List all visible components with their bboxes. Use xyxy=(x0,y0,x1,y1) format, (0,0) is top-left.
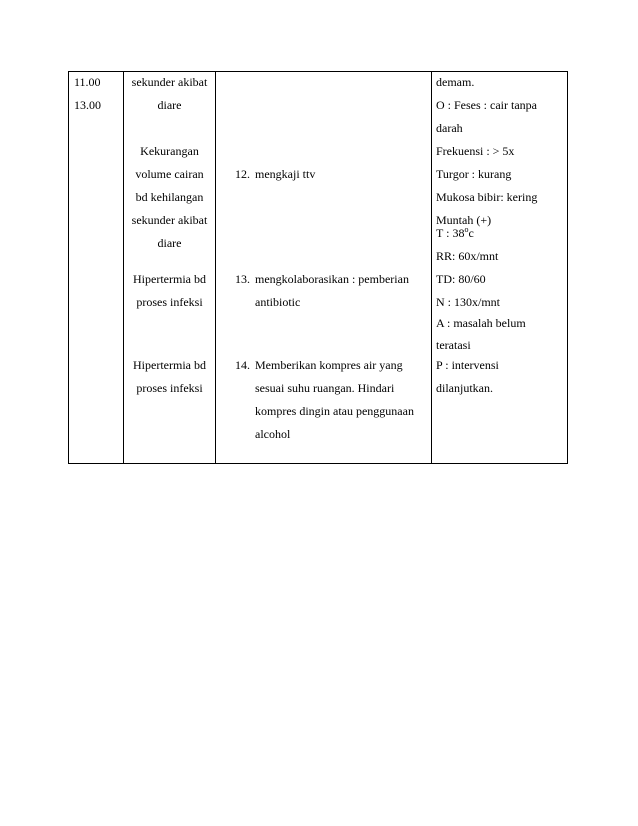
evaluation-line: P : intervensi xyxy=(436,358,499,372)
diagnosis-line: Hipertermia bd xyxy=(133,272,206,286)
time-cell: 11.00 xyxy=(74,75,101,89)
evaluation-line: darah xyxy=(436,121,463,135)
intervention-line: mengkaji ttv xyxy=(255,167,316,181)
intervention-line: sesuai suhu ruangan. Hindari xyxy=(255,381,395,395)
diagnosis-line: sekunder akibat xyxy=(131,213,208,227)
evaluation-line: N : 130x/mnt xyxy=(436,295,501,309)
intervention-line: mengkolaborasikan : pemberian xyxy=(255,272,409,286)
evaluation-line: Muntah (+) xyxy=(436,213,492,227)
diagnosis-line: volume cairan xyxy=(135,167,204,181)
intervention-line: kompres dingin atau penggunaan xyxy=(255,404,414,418)
evaluation-line: teratasi xyxy=(436,338,471,352)
intervention-number: 12. xyxy=(235,167,250,181)
intervention-line: antibiotic xyxy=(255,295,301,309)
evaluation-line: dilanjutkan. xyxy=(436,381,493,395)
column-divider-3 xyxy=(431,72,432,463)
evaluation-line: A : masalah belum xyxy=(436,316,526,330)
diagnosis-line: proses infeksi xyxy=(136,381,203,395)
evaluation-line: O : Feses : cair tanpa xyxy=(436,98,537,112)
evaluation-line: Frekuensi : > 5x xyxy=(436,144,515,158)
evaluation-line: demam. xyxy=(436,75,475,89)
intervention-number: 13. xyxy=(235,272,250,286)
evaluation-line: TD: 80/60 xyxy=(436,272,486,286)
intervention-number: 14. xyxy=(235,358,250,372)
diagnosis-line: diare xyxy=(157,98,182,112)
evaluation-line: RR: 60x/mnt xyxy=(436,249,499,263)
diagnosis-line: Kekurangan xyxy=(140,144,199,158)
column-divider-1 xyxy=(123,72,124,463)
diagnosis-line: bd kehilangan xyxy=(135,190,204,204)
diagnosis-line: proses infeksi xyxy=(136,295,203,309)
time-cell: 13.00 xyxy=(74,98,101,112)
intervention-line: Memberikan kompres air yang xyxy=(255,358,403,372)
implementation-table xyxy=(68,71,568,464)
diagnosis-line: diare xyxy=(157,236,182,250)
column-divider-2 xyxy=(215,72,216,463)
evaluation-line: Turgor : kurang xyxy=(436,167,512,181)
diagnosis-line: Hipertermia bd xyxy=(133,358,206,372)
temperature-line: T : 38$^o$c xyxy=(436,225,474,240)
evaluation-line: Mukosa bibir: kering xyxy=(436,190,538,204)
diagnosis-line: sekunder akibat xyxy=(131,75,208,89)
intervention-line: alcohol xyxy=(255,427,291,441)
